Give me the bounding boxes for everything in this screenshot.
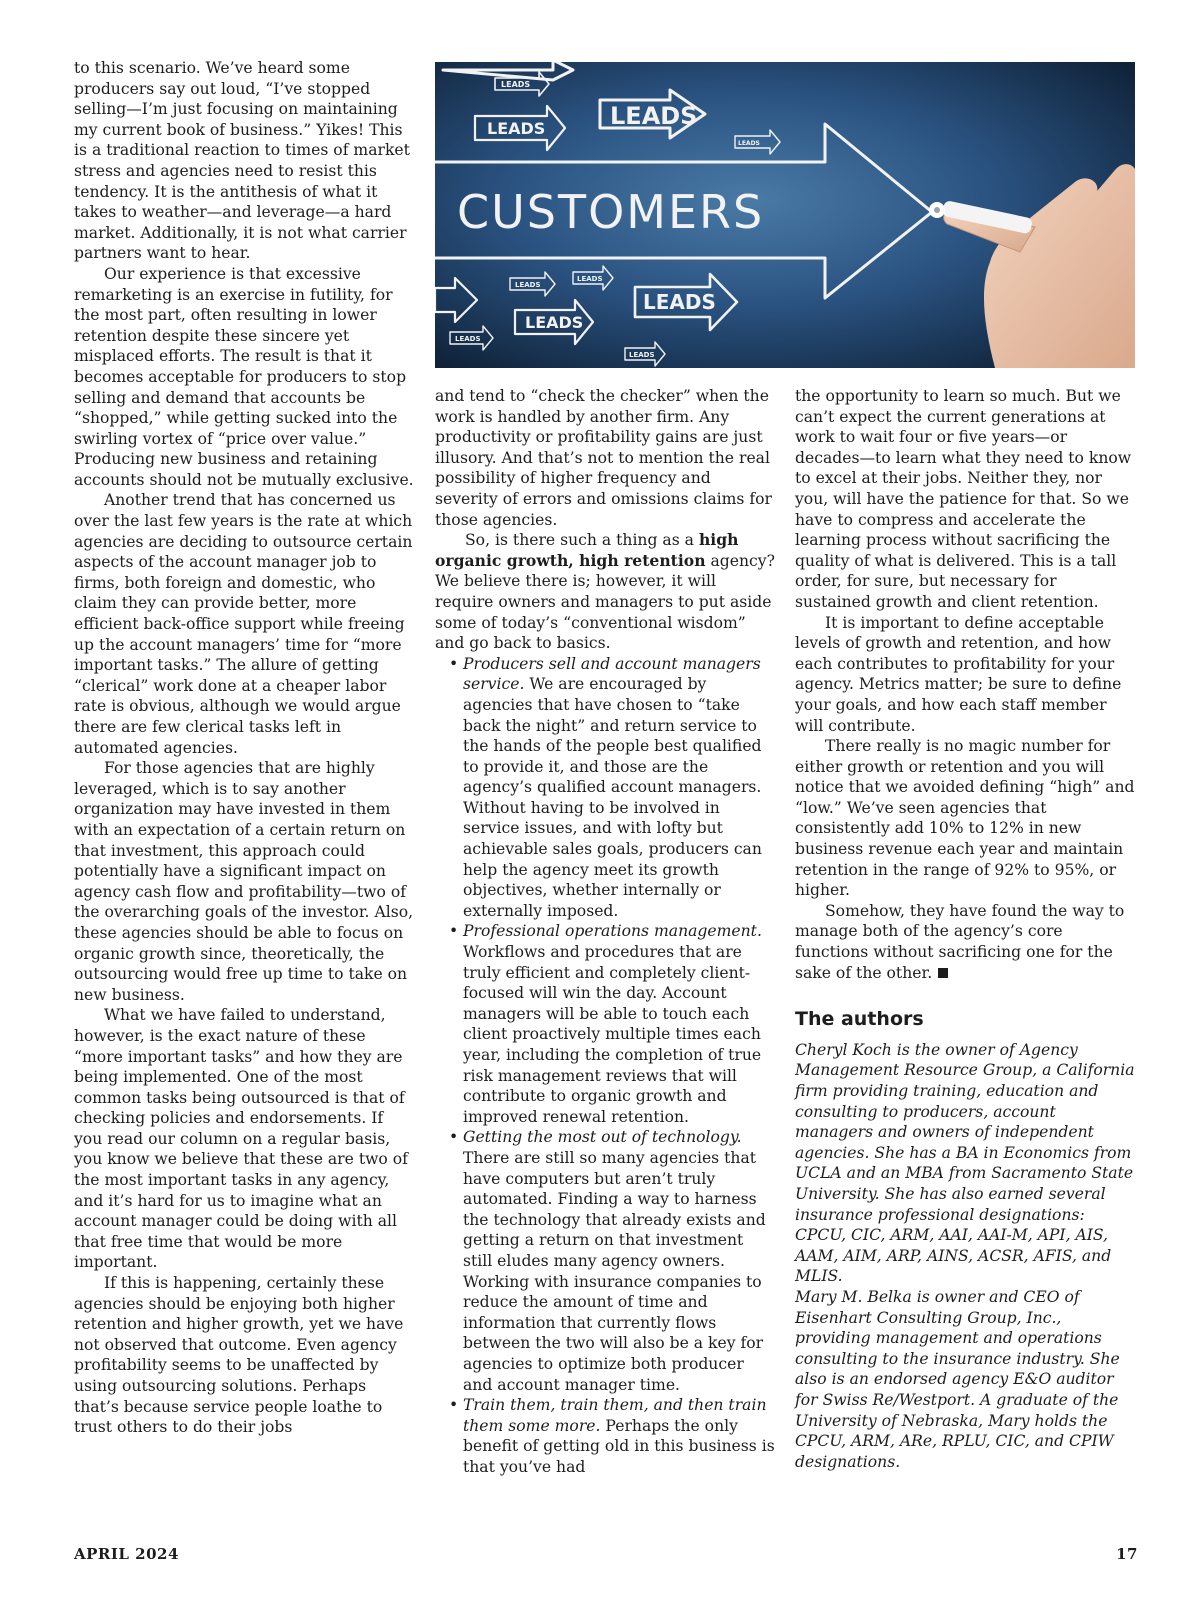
end-of-article-icon <box>938 968 948 978</box>
paragraph <box>435 530 775 654</box>
paragraph: What we have failed to understand, however, is the exact nature of these “more important tasks” and how they are being implemented. One of the most common tasks being outsourced is that of checking policies and endorsements. If you read our column on a regular basis, you know we believe that these are two of the most important tasks in any agency, and it’s hard for us to imagine what an account manager could be doing with all that free time that would be more important. <box>74 1006 408 1272</box>
leads-label: LEADS <box>515 281 541 289</box>
paragraph: If this is happening, certainly these agencies should be enjoying both higher retention and higher growth, yet we have not observed that outcome. Even agency profitability seems to be unaffected by using outsourcing solutions. Perhaps that’s because service people loathe to trust others to do their jobs <box>74 1274 404 1437</box>
leads-label: LEADS <box>577 275 603 283</box>
leads-label: LEADS <box>501 80 531 89</box>
paragraph: Our experience is that excessive remarketing is an exercise in futility, for the most part, often resulting in lower retention despite these sincere yet misplaced efforts. The result is that it becomes acceptable for producers to stop selling and demand that accounts be “shopped,” while getting sucked into the swirling vortex of “price over value.” Producing new business and retaining accounts should not be mutually exclusive. <box>74 264 414 489</box>
article-column-1 <box>74 58 414 1438</box>
paragraph: There really is no magic number for either growth or retention and you will notice that we avoided defining “high” and “low.” We’ve seen agencies that consistently add 10% to 12% in new business revenue each year and maintain retention in the range of 92% to 95%, or higher. <box>795 737 1135 900</box>
leads-label: LEADS <box>643 290 716 314</box>
leads-label: LEADS <box>610 102 698 130</box>
leads-label: LEADS <box>738 140 760 147</box>
paragraph: Another trend that has concerned us over the last few years is the rate at which agencies are deciding to outsource certain aspects of the account manager job to firms, both foreign and domestic, who claim they can provide better, more efficient back-office support while freeing up the account managers’ time for “more important tasks.” The allure of getting “clerical” work done at a cheaper labor rate is obvious, although we would argue there are few clerical tasks left in automated agencies. <box>74 491 413 757</box>
text-run: Somehow, they have found the way to manage both of the agency’s core functions without sacrificing one for the sake of the other. <box>795 901 1125 982</box>
bullet-title: Producers sell and account managers service. <box>463 654 761 694</box>
paragraph: the opportunity to learn so much. But we can’t expect the current generations at work to wait four or five years—or decades—to learn what they need to know to excel at their jobs. Neither they, nor you, will have the patience for that. So we have to compress and accelerate the learning process without sacrificing the quality of what is delivered. This is a tall order, for sure, but necessary for sustained growth and client retention. <box>795 387 1132 611</box>
authors-heading: The authors <box>795 1008 924 1031</box>
bullet-text: Perhaps the only benefit of getting old in this business is that you’ve had <box>463 1416 775 1476</box>
paragraph <box>795 901 1135 983</box>
text-run: agency? We believe there is; however, it will require owners and managers to put aside some of today’s “conventional wisdom” and go back to basics. <box>435 551 775 653</box>
bullet-text: We are encouraged by agencies that have chosen to “take back the night” and return service to the hands of the people best qualified to provide it, and those are the agency’s qualified account managers. Without having to be involved in service issues, and with lofty but achievable sales goals, producers can help the agency meet its growth objectives, whether internally or externally imposed. <box>463 675 762 920</box>
leads-label: LEADS <box>525 313 584 332</box>
leads-label: LEADS <box>629 351 655 359</box>
leads-label: LEADS <box>487 119 546 138</box>
bullet-title: Professional operations management. <box>463 922 762 941</box>
bullet-item <box>435 921 775 1127</box>
bullet-item <box>435 1127 775 1395</box>
article-column-3 <box>795 386 1135 1472</box>
issue-date: APRIL 2024 <box>74 1545 179 1563</box>
author-bio: Mary M. Belka is owner and CEO of Eisenhart Consulting Group, Inc., providing management and operations consulting to the insurance industry. She also is an endorsed agency E&O auditor for Swiss Re/Westport. A graduate of the University of Nebraska, Mary holds the CPCU, ARM, ARe, RPLU, CIC, and CPIW designations. <box>795 1287 1120 1471</box>
paragraph: to this scenario. We’ve heard some producers say out loud, “I’ve stopped selling—I’m just focusing on maintaining my current book of business.” Yikes! This is a traditional reaction to times of market stress and agencies need to resist this tendency. It is the antithesis of what it takes to weather—and leverage—a hard market. Additionally, it is not what carrier partners want to hear. <box>74 59 410 263</box>
bullet-title: Train them, train them, and then train them some more. <box>463 1396 767 1435</box>
bullet-list <box>435 654 775 1478</box>
paragraph: For those agencies that are highly leveraged, which is to say another organization may have invested in them with an expectation of a certain return on that investment, this approach could potentially have a significant impact on agency cash flow and profitability—two of the overarching goals of the investor. Also, these agencies should be able to focus on organic growth since, theoretically, the outsourcing would free up time to take on new business. <box>74 759 414 1004</box>
bold-phrase: high organic growth, high retention <box>435 530 739 570</box>
bullet-item <box>435 1395 775 1477</box>
paragraph: It is important to define acceptable levels of growth and retention, and how each contributes to profitability for your agency. Metrics matter; be sure to define your goals, and how each staff member will contribute. <box>795 613 1122 735</box>
bullet-text: Workflows and procedures that are truly efficient and completely client-focused will win the day. Account managers will be able to touch each client proactively multiple times each year, including the completion of true risk management reviews that will contribute to organic growth and improved renewal retention. <box>463 943 762 1126</box>
customers-label: CUSTOMERS <box>457 185 765 239</box>
bullet-text: There are still so many agencies that have computers but aren’t truly automated. Finding a way to harness the technology that already exists and getting a return on that investment still eludes many agency owners. Working with insurance companies to reduce the amount of time and information that currently flows between the two will also be a key for agencies to optimize both producer and account manager time. <box>463 1148 766 1394</box>
leads-label: LEADS <box>455 335 481 343</box>
customers-leads-illustration <box>435 62 1135 368</box>
paragraph: and tend to “check the checker” when the work is handled by another firm. Any productivity or profitability gains are just illusory. And that’s not to mention the real possibility of higher frequency and severity of errors and omissions claims for those agencies. <box>435 387 772 529</box>
text-run: So, is there such a thing as a <box>465 531 699 550</box>
bullet-title: Getting the most out of technology. <box>463 1128 742 1147</box>
bullet-item <box>435 654 775 922</box>
page-number: 17 <box>1116 1545 1138 1563</box>
article-column-2 <box>435 386 775 1477</box>
hero-svg <box>435 62 1135 368</box>
author-bio: Cheryl Koch is the owner of Agency Management Resource Group, a California firm providing training, education and consulting to producers, account managers and owners of independent agencies. She has a BA in Economics from UCLA and an MBA from Sacramento State University. She has also earned several insurance professional designations: CPCU, CIC, ARM, AAI, AAI-M, API, AIS, AAM, AIM, ARP, AINS, ACSR, AFIS, and MLIS. <box>795 1040 1135 1286</box>
